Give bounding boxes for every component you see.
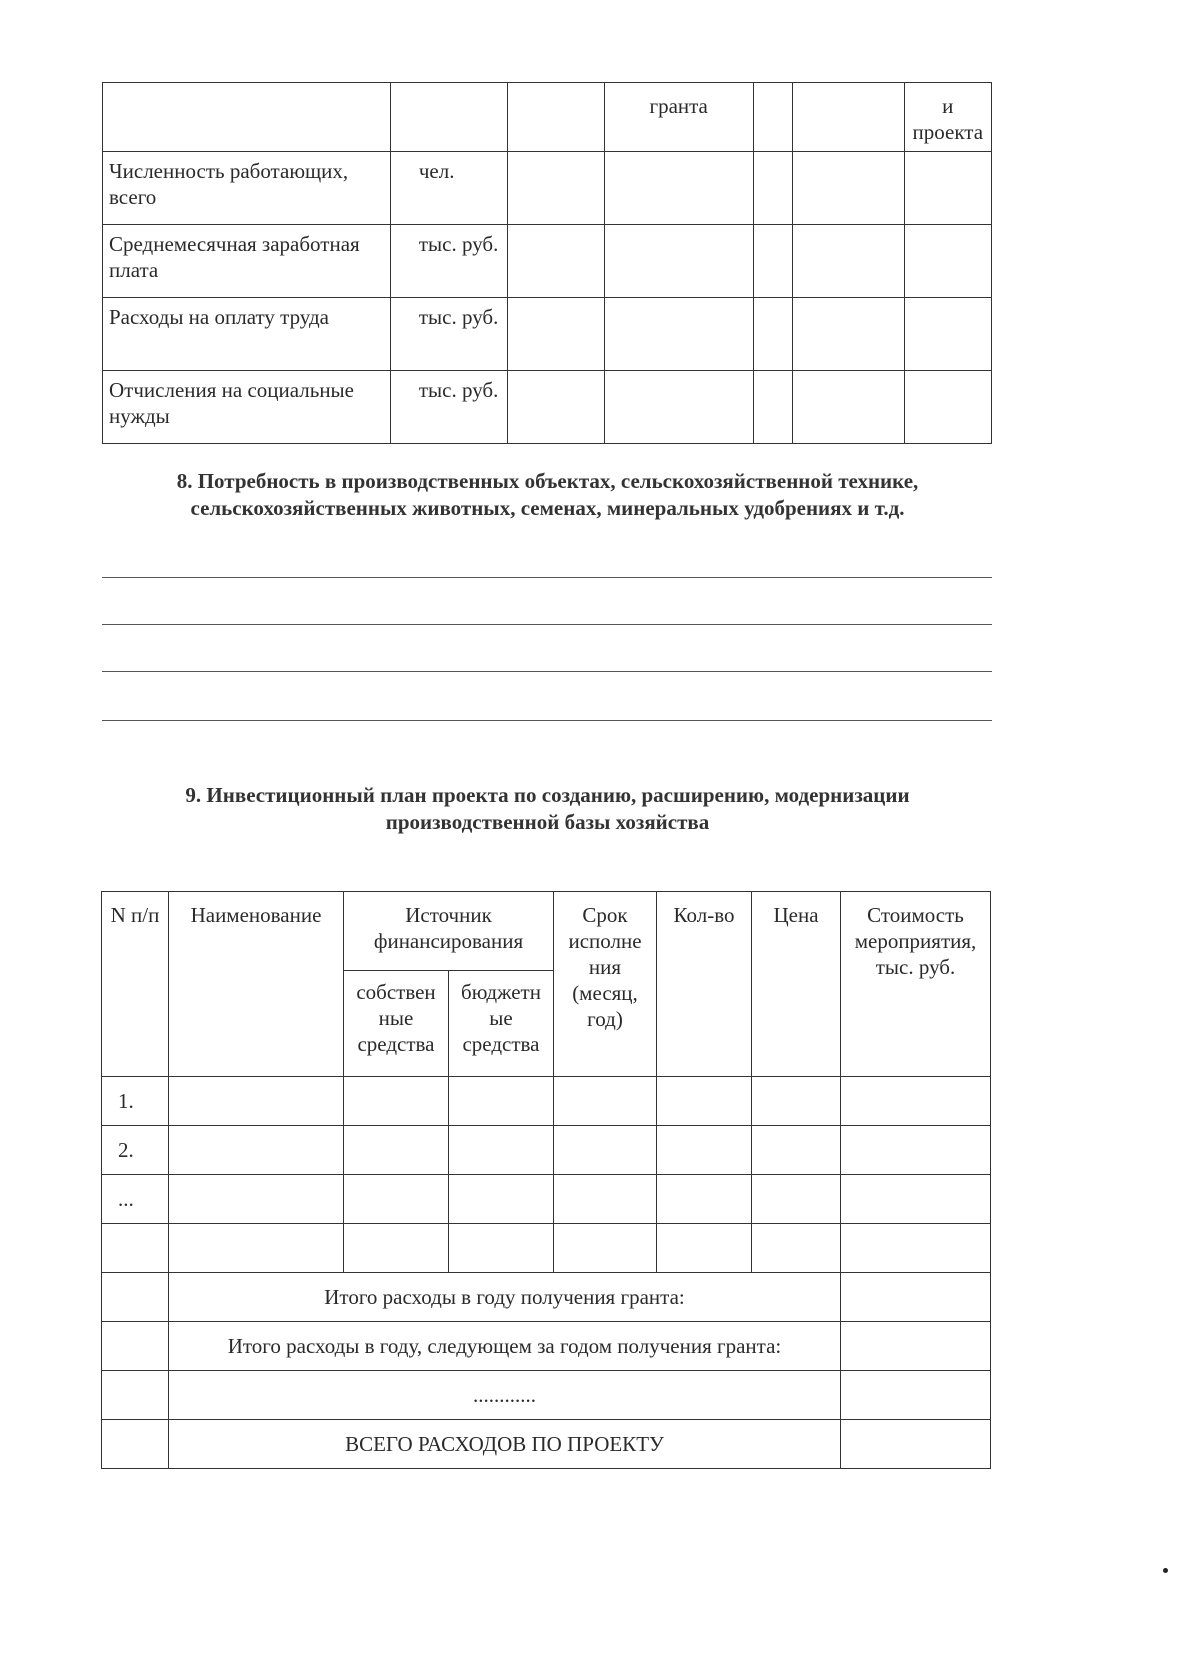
table-cell [449, 1224, 554, 1273]
table-cell [904, 225, 991, 298]
header-price: Цена [752, 892, 841, 1077]
row-unit: тыс. руб. [390, 371, 507, 444]
table-cell [841, 1077, 991, 1126]
row-unit: чел. [390, 152, 507, 225]
header-term: Срок исполне ния (месяц, год) [554, 892, 657, 1077]
header-cell: гранта [604, 83, 753, 152]
row-number: ... [102, 1175, 169, 1224]
table-cell [344, 1126, 449, 1175]
table-cell [169, 1175, 344, 1224]
table-cell [344, 1224, 449, 1273]
table-cell [344, 1077, 449, 1126]
table-cell [752, 1077, 841, 1126]
table-cell [604, 152, 753, 225]
table-cell [904, 152, 991, 225]
table-cell [752, 1175, 841, 1224]
table-cell [554, 1224, 657, 1273]
header-own-funds: собствен ные средства [344, 971, 449, 1077]
header-cell [792, 83, 904, 152]
table-cell [102, 1273, 169, 1322]
blank-line [102, 624, 992, 625]
table-cell [904, 371, 991, 444]
table-cell [657, 1126, 752, 1175]
investment-plan-table [101, 891, 991, 1469]
header-cell [753, 83, 792, 152]
table-cell [657, 1224, 752, 1273]
table-cell [841, 1322, 991, 1371]
table-cell [792, 225, 904, 298]
header-cell [507, 83, 604, 152]
header-num: N п/п [102, 892, 169, 1077]
table-cell [841, 1420, 991, 1469]
table-cell [507, 298, 604, 371]
table-row [102, 1224, 991, 1273]
total-project-row [102, 1420, 991, 1469]
table-header-row [103, 83, 992, 152]
table-cell [169, 1224, 344, 1273]
table-cell [449, 1175, 554, 1224]
table-row [102, 1077, 991, 1126]
row-number: 1. [102, 1077, 169, 1126]
row-name: Расходы на оплату труда [103, 298, 391, 371]
table-cell [841, 1224, 991, 1273]
table-cell [657, 1077, 752, 1126]
row-number: 2. [102, 1126, 169, 1175]
table-cell [507, 152, 604, 225]
row-number [102, 1224, 169, 1273]
table-cell [449, 1126, 554, 1175]
table-cell [841, 1273, 991, 1322]
table-cell [841, 1175, 991, 1224]
header-cost: Стоимость мероприятия, тыс. руб. [841, 892, 991, 1077]
row-name: Отчисления на социальные нужды [103, 371, 391, 444]
table-cell [507, 371, 604, 444]
table-cell [604, 298, 753, 371]
header-cell [103, 83, 391, 152]
table-row [103, 371, 992, 444]
table-row [102, 1175, 991, 1224]
row-unit: тыс. руб. [390, 225, 507, 298]
table-cell [554, 1126, 657, 1175]
table-cell [792, 152, 904, 225]
table-cell [752, 1224, 841, 1273]
table-row [103, 152, 992, 225]
row-unit: тыс. руб. [390, 298, 507, 371]
table-cell [753, 298, 792, 371]
blank-line [102, 577, 992, 578]
table-cell [169, 1077, 344, 1126]
total-grant-year-label: Итого расходы в году получения гранта: [169, 1273, 841, 1322]
table-cell [841, 1371, 991, 1420]
table-row [103, 298, 992, 371]
blank-line [102, 671, 992, 672]
total-next-year-label: Итого расходы в году, следующем за годом получения гранта: [169, 1322, 841, 1371]
row-name: Численность работающих, всего [103, 152, 391, 225]
table-cell [604, 225, 753, 298]
table-cell [102, 1371, 169, 1420]
blank-line [102, 720, 992, 721]
scan-speck [1163, 1568, 1168, 1573]
table-row [103, 225, 992, 298]
table-cell [604, 371, 753, 444]
table-cell [792, 298, 904, 371]
ellipsis-row [102, 1371, 991, 1420]
header-source: Источник финансирования [344, 892, 554, 971]
table-cell [792, 371, 904, 444]
table-cell [753, 225, 792, 298]
table-cell [102, 1322, 169, 1371]
table-cell [841, 1126, 991, 1175]
header-qty: Кол-во [657, 892, 752, 1077]
table-cell [102, 1420, 169, 1469]
table-cell [554, 1175, 657, 1224]
table-cell [752, 1126, 841, 1175]
header-budget-funds: бюджетн ые средства [449, 971, 554, 1077]
table-cell [554, 1077, 657, 1126]
table-row [102, 1126, 991, 1175]
table-cell [169, 1126, 344, 1175]
table-cell [904, 298, 991, 371]
total-project-label: ВСЕГО РАСХОДОВ ПО ПРОЕКТУ [169, 1420, 841, 1469]
table-cell [507, 225, 604, 298]
table-cell [449, 1077, 554, 1126]
table-cell [753, 152, 792, 225]
header-cell [390, 83, 507, 152]
total-next-year-row [102, 1322, 991, 1371]
ellipsis-label: ............ [169, 1371, 841, 1420]
table-cell [344, 1175, 449, 1224]
header-name: Наименование [169, 892, 344, 1077]
table-header-row [102, 892, 991, 971]
table-cell [657, 1175, 752, 1224]
section-9-heading: 9. Инвестиционный план проекта по созданию, расширению, модернизации производственной базы хозяйства [185, 783, 910, 834]
section-8-heading: 8. Потребность в производственных объектах, сельскохозяйственной технике, сельскохозяйственных животных, семенах, минеральных удобрениях и т.д. [176, 469, 919, 520]
staff-indicators-table [102, 82, 992, 444]
table-cell [753, 371, 792, 444]
header-cell: и проекта [904, 83, 991, 152]
total-grant-year-row [102, 1273, 991, 1322]
row-name: Среднемесячная заработная плата [103, 225, 391, 298]
